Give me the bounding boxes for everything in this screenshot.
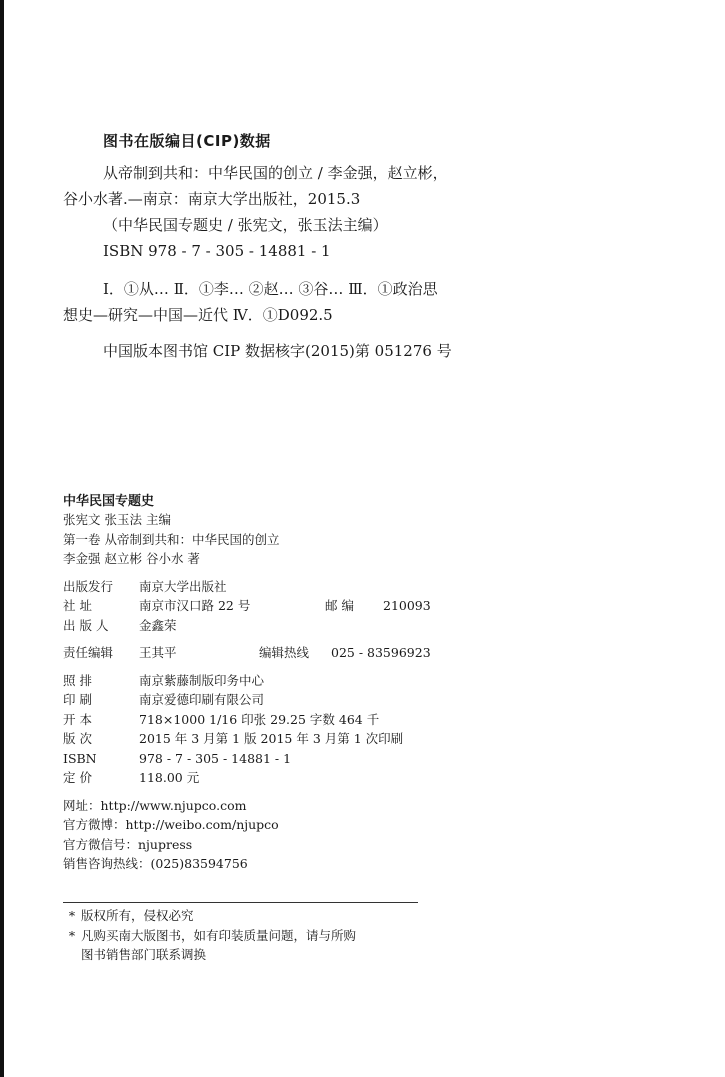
postcode-label: 邮 编 (325, 598, 354, 613)
editor-label: 责任编辑 (63, 645, 114, 660)
isbn-row (63, 749, 483, 769)
format-row (63, 710, 483, 730)
printing-value: 南京爱德印刷有限公司 (139, 692, 265, 707)
asterisk-icon: * (68, 927, 76, 943)
printing-row (63, 690, 483, 710)
format-value: 718×1000 1/16 印张 29.25 字数 464 千 (139, 711, 380, 727)
defect-text-1: 凡购买南大版图书，如有印装质量问题，请与所购 (81, 927, 357, 943)
cip-subject-line: Ⅰ．①从… Ⅱ．①李… ②赵… ③谷… Ⅲ．①政治思 (103, 280, 438, 298)
cip-subject-cont-line: 想史—研究—中国—近代 Ⅳ．①D092.5 (63, 306, 333, 324)
notes-block (63, 906, 356, 965)
series-title: 中华民国专题史 (63, 494, 155, 509)
cip-heading: 图书在版编目(CIP)数据 (103, 132, 271, 150)
isbn-label: ISBN (63, 750, 97, 766)
editor-row (63, 643, 483, 663)
authors-line: 李金强 赵立彬 谷小水 著 (63, 551, 200, 566)
cip-series-line: （中华民国专题史 / 张宪文，张玉法主编） (103, 216, 388, 234)
cip-author-line: 谷小水著.—南京：南京大学出版社，2015.3 (63, 190, 361, 208)
isbn-value: 978 - 7 - 305 - 14881 - 1 (139, 750, 292, 766)
publisher-person-label: 出 版 人 (63, 617, 109, 633)
page-spine-edge (0, 0, 4, 1077)
cip-title-line: 从帝制到共和：中华民国的创立 / 李金强，赵立彬， (103, 164, 448, 182)
price-label: 定 价 (63, 770, 92, 785)
printing-label: 印 刷 (63, 692, 92, 707)
typesetting-label: 照 排 (63, 672, 92, 688)
volume-line: 第一卷 从帝制到共和：中华民国的创立 (63, 531, 280, 547)
address-value: 南京市汉口路 22 号 (139, 598, 251, 613)
cip-record (63, 160, 533, 364)
price-row (63, 768, 483, 788)
address-row (63, 596, 483, 616)
cip-isbn-line: ISBN 978 - 7 - 305 - 14881 - 1 (103, 242, 331, 260)
publisher-value: 南京大学出版社 (139, 578, 227, 594)
typesetting-row (63, 671, 483, 691)
cip-record-number: 中国版本图书馆 CIP 数据核字(2015)第 051276 号 (103, 342, 452, 360)
website-line: 网址：http://www.njupco.com (63, 797, 247, 813)
edition-value: 2015 年 3 月第 1 版 2015 年 3 月第 1 次印刷 (139, 731, 404, 746)
copyright-text: 版权所有，侵权必究 (81, 908, 194, 923)
sales-hotline-line: 销售咨询热线：(025)83594756 (63, 856, 248, 871)
editor-hotline-label: 编辑热线 (259, 645, 310, 660)
edition-row (63, 729, 483, 749)
notes-divider (63, 902, 418, 903)
publisher-person-row (63, 616, 483, 636)
asterisk-icon: * (68, 908, 76, 923)
copyright-note (63, 906, 356, 926)
edition-label: 版 次 (63, 731, 92, 746)
address-label: 社 址 (63, 598, 92, 613)
publisher-person-value: 金鑫荣 (139, 617, 177, 633)
editor-hotline-value: 025 - 83596923 (331, 645, 431, 660)
editors-line: 张宪文 张玉法 主编 (63, 512, 171, 527)
postcode-value: 210093 (383, 598, 431, 613)
wechat-line: 官方微信号：njupress (63, 836, 193, 852)
defect-text-2: 图书销售部门联系调换 (81, 947, 207, 962)
typesetting-value: 南京紫藤制版印务中心 (139, 672, 265, 688)
imprint-block (63, 510, 483, 874)
publisher-label: 出版发行 (63, 578, 114, 594)
publisher-row (63, 577, 483, 597)
editor-value: 王其平 (139, 645, 177, 660)
defect-note (63, 926, 356, 946)
price-value: 118.00 元 (139, 770, 200, 785)
weibo-line: 官方微博：http://weibo.com/njupco (63, 817, 279, 832)
format-label: 开 本 (63, 711, 92, 727)
